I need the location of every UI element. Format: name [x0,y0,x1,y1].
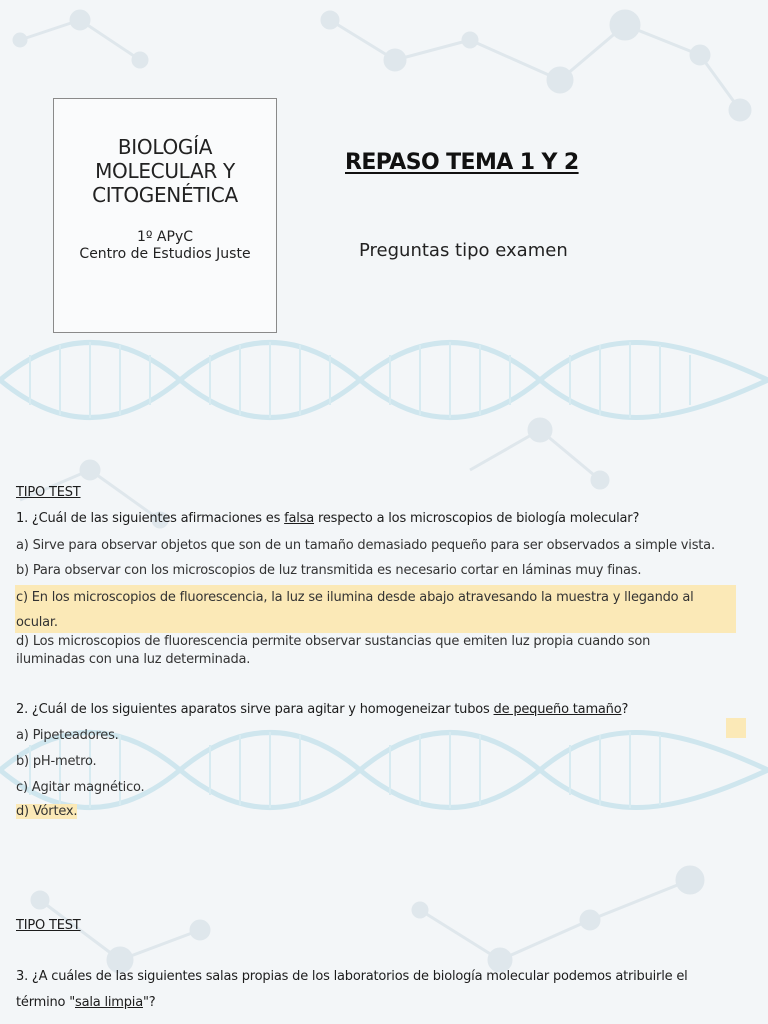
question-keyword: falsa [284,511,315,526]
question-3: 3. ¿A cuáles de las siguientes salas propias de los laboratorios de biología molecular podemos atribuirle el [16,969,688,984]
answer-option: b) Para observar con los microscopios de luz transmitida es necesario cortar en láminas muy finas. [16,563,642,578]
question-1 [16,511,639,526]
answer-option: b) pH-metro. [16,754,97,769]
question-text: respecto a los microscopios de biología molecular? [314,511,640,526]
cover-title-line: MOLECULAR Y [95,159,235,183]
question-text: "? [142,995,156,1010]
answer-highlight-text: d) Vórtex. [16,804,78,819]
section-label: TIPO TEST [16,485,81,500]
answer-option: a) Sirve para observar objetos que son de un tamaño demasiado pequeño para ser observados a simple vista. [16,538,715,553]
question-keyword: de pequeño tamaño [493,702,622,717]
center-name: Centro de Estudios Juste [79,246,251,262]
question-text: 1. ¿Cuál de las siguientes afirmaciones es [16,511,285,526]
cover-subtitle [54,229,276,263]
answer-option-correct: c) En los microscopios de fluorescencia, la luz se ilumina desde abajo atravesando la muestra y llegando al [16,590,694,605]
question-2 [16,702,628,717]
answer-option-correct [16,804,77,819]
cover-title-line: BIOLOGÍA [117,135,213,159]
question-text: ? [621,702,629,717]
cover-box [53,98,277,333]
cover-title-line: CITOGENÉTICA [92,183,238,207]
answer-option: c) Agitar magnético. [16,780,145,795]
answer-option: d) Los microscopios de fluorescencia permite observar sustancias que emiten luz propia cuando son [16,634,651,649]
answer-option-correct-cont: ocular. [16,615,58,630]
question-text: término " [16,995,75,1010]
highlight-marker [726,718,746,738]
cover-title [54,135,276,207]
answer-option-cont: iluminadas con una luz determinada. [16,652,251,667]
question-keyword: sala limpia [75,995,143,1010]
question-3-cont [16,995,155,1010]
question-text: 2. ¿Cuál de los siguientes aparatos sirve para agitar y homogeneizar tubos [16,702,494,717]
page-title: REPASO TEMA 1 Y 2 [345,150,579,175]
course-label: 1º APyC [136,229,194,245]
page-subtitle: Preguntas tipo examen [359,240,568,261]
answer-option: a) Pipeteadores. [16,728,119,743]
section-label: TIPO TEST [16,918,81,933]
